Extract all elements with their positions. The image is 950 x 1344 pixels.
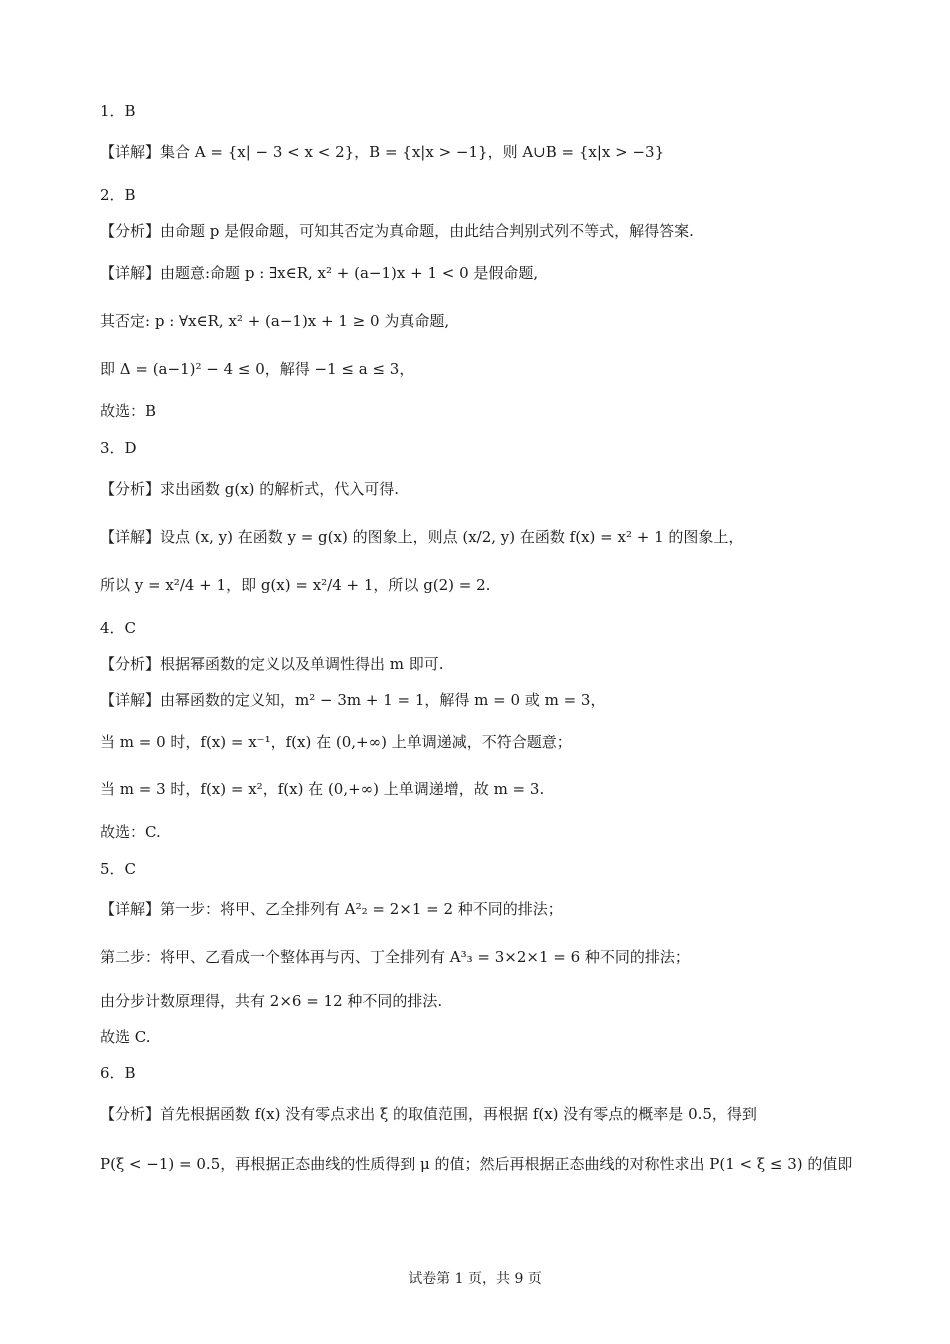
answer-1: 1．B xyxy=(100,102,136,120)
answer-4: 4．C xyxy=(100,619,137,637)
text-line: 所以 y = x²/4 + 1，即 g(x) = x²/4 + 1，所以 g(2) = 2. xyxy=(100,576,491,594)
detail-line: 【详解】由题意:命题 p : ∃x∈R, x² + (a−1)x + 1 < 0 是假命题, xyxy=(100,264,539,282)
analysis-line: 【分析】根据幂函数的定义以及单调性得出 m 即可. xyxy=(100,655,444,673)
page-footer: 试卷第 1 页，共 9 页 xyxy=(408,1271,542,1287)
detail-line: 【详解】设点 (x, y) 在函数 y = g(x) 的图象上，则点 (x/2, y) 在函数 f(x) = x² + 1 的图象上， xyxy=(100,528,744,546)
text-line: P(ξ < −1) = 0.5，再根据正态曲线的性质得到 μ 的值；然后再根据正态曲线的对称性求出 P(1 < ξ ≤ 3) 的值即 xyxy=(100,1155,853,1173)
analysis-line: 【分析】由命题 p 是假命题，可知其否定为真命题，由此结合判别式列不等式，解得答案. xyxy=(100,222,694,240)
conclusion-line: 故选：C. xyxy=(100,823,161,841)
text-line: 由分步计数原理得，共有 2×6 = 12 种不同的排法. xyxy=(100,992,443,1010)
conclusion-line: 故选：B xyxy=(100,402,157,420)
answer-5: 5．C xyxy=(100,860,137,878)
detail-line: 【详解】集合 A = {x| − 3 < x < 2}，B = {x|x > −1}，则 A∪B = {x|x > −3} xyxy=(100,143,665,161)
text-line: 第二步：将甲、乙看成一个整体再与丙、丁全排列有 A³₃ = 3×2×1 = 6 种不同的排法； xyxy=(100,948,690,966)
detail-line: 【详解】第一步：将甲、乙全排列有 A²₂ = 2×1 = 2 种不同的排法； xyxy=(100,900,563,918)
text-line: 当 m = 3 时，f(x) = x²，f(x) 在 (0,+∞) 上单调递增，故 m = 3. xyxy=(100,780,545,798)
answer-2: 2．B xyxy=(100,186,136,204)
answer-6: 6．B xyxy=(100,1064,136,1082)
analysis-line: 【分析】首先根据函数 f(x) 没有零点求出 ξ 的取值范围，再根据 f(x) 没有零点的概率是 0.5，得到 xyxy=(100,1105,757,1123)
answer-3: 3．D xyxy=(100,439,137,457)
analysis-line: 【分析】求出函数 g(x) 的解析式，代入可得. xyxy=(100,480,400,498)
text-line: 当 m = 0 时，f(x) = x⁻¹，f(x) 在 (0,+∞) 上单调递减，不符合题意； xyxy=(100,733,572,751)
text-line: 即 Δ = (a−1)² − 4 ≤ 0，解得 −1 ≤ a ≤ 3， xyxy=(100,360,415,378)
conclusion-line: 故选 C. xyxy=(100,1028,151,1046)
text-line: 其否定: p : ∀x∈R, x² + (a−1)x + 1 ≥ 0 为真命题, xyxy=(100,312,450,330)
detail-line: 【详解】由幂函数的定义知，m² − 3m + 1 = 1，解得 m = 0 或 m = 3， xyxy=(100,691,606,709)
